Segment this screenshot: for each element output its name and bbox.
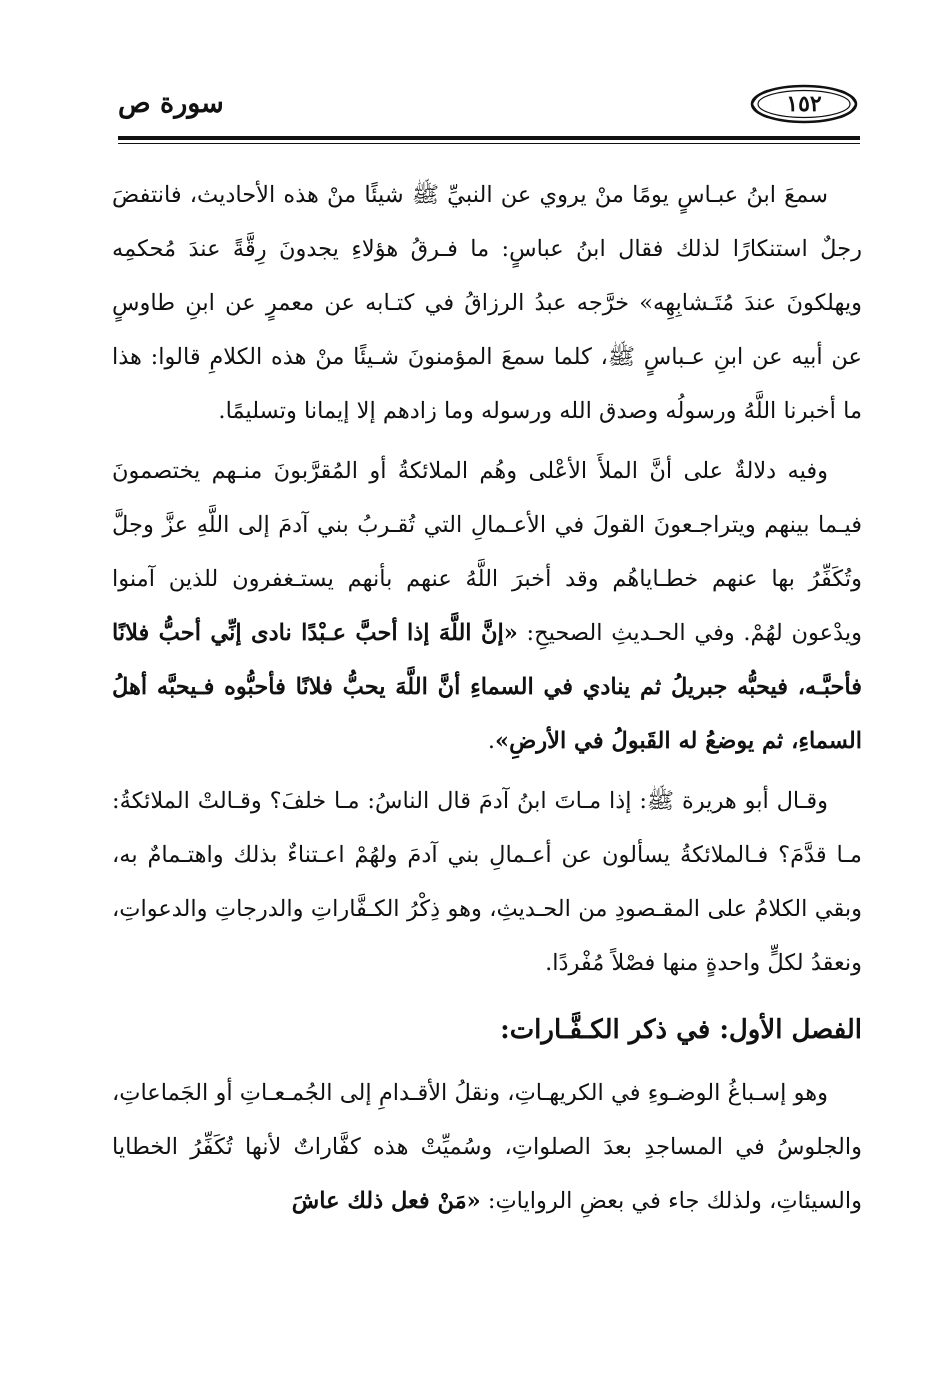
header-divider-thin bbox=[118, 143, 860, 144]
paragraph-2-end: . bbox=[487, 728, 496, 754]
page-body bbox=[112, 168, 862, 1228]
paragraph-1: سمعَ ابنُ عبـاسٍ يومًا منْ يروي عن النبيِّ ﷺ شيئًا منْ هذه الأحاديث، فانتفضَ رجلٌ استنكارًا لذلك فقال ابنُ عباسٍ: ما فـرقُ هؤلاءِ يجدونَ رِقَّةً عندَ مُحكمِه ويهلكونَ عندَ مُتَـشابِهِه» خرَّجه عبدُ الرزاقُ في كتـابه عن معمرٍ عن ابنِ طاوسٍ عن أبيه عن ابنِ عـباسٍ ﷺ، كلما سمعَ المؤمنونَ شـيئًا منْ هذه الكلامِ قالوا: هذا ما أخبرنا اللَّهُ ورسولُه وصدق الله ورسوله وما زادهم إلا إيمانا وتسليمًا. bbox=[112, 182, 862, 424]
surah-title: سورة ص bbox=[118, 88, 224, 119]
page-number-badge bbox=[750, 84, 858, 124]
section-heading: الفصل الأول: في ذكر الكـفَّـارات: bbox=[500, 1015, 862, 1045]
page-header bbox=[118, 80, 858, 140]
paragraph-4-text: وهو إسـباغُ الوضـوءِ في الكريهـاتِ، ونقلُ الأقـدامِ إلى الجُمـعـاتِ أو الجَماعاتِ، والجلوسُ في المساجدِ بعدَ الصلواتِ، وسُميِّتْ هذه كفَّاراتٌ لأنها تُكَفِّرُ الخطايا والسيئاتِ، ولذلك جاء في بعضِ الرواياتِ: bbox=[112, 1080, 862, 1214]
paragraph-4 bbox=[112, 1066, 862, 1228]
hadith-quote: «إنَّ اللَّهَ إذا أحبَّ عـبْدًا نادى إنِّي أحبُّ فلانًا فأحبَّـه، فيحبُّه جبريلُ ثم ينادي في السماءِ أنَّ اللَّهَ يحبُّ فلانًا فأحبُّوه فـيحبَّه أهلُ السماءِ، ثم يوضعُ له القَبولُ في الأرضِ» bbox=[112, 620, 862, 754]
paragraph-3: وقـال أبو هريرة ﷺ: إذا مـاتَ ابنُ آدمَ قال الناسُ: مـا خلفَ؟ وقـالتْ الملائكةُ: مـا قدَّمَ؟ فـالملائكةُ يسألون عن أعـمالِ بني آدمَ ولهُمْ اعـتناءٌ بذلك واهتـمامٌ به، وبقي الكلامُ على المقـصودِ من الحـديثِ، وهو ذِكْرُ الكـفَّاراتِ والدرجاتِ والدعواتِ، ونعقدُ لكلٍّ واحدةٍ منها فصْلاً مُفْردًا. bbox=[112, 788, 862, 976]
paragraph-2 bbox=[112, 444, 862, 768]
narration-quote: «مَنْ فعل ذلك عاشَ bbox=[291, 1188, 481, 1214]
header-divider-thick bbox=[118, 136, 860, 140]
page-number: ١٥٢ bbox=[786, 91, 822, 117]
paragraph-2-text: وفيه دلالةٌ على أنَّ الملأَ الأعْلى وهُم الملائكةُ أو المُقرَّبونَ منـهم يختصمونَ فيـما بينهم ويتراجـعونَ القولَ في الأعـمالِ التي تُقـربُ بني آدمَ إلى اللَّهِ عزَّ وجلَّ وتُكَفِّرُ بها عنهم خطـاياهُم وقد أخبرَ اللَّهُ عنهم بأنهم يستـغفرون للذين آمنوا ويدْعون لهُمْ. وفي الحـديثِ الصحيحِ: bbox=[112, 458, 862, 646]
